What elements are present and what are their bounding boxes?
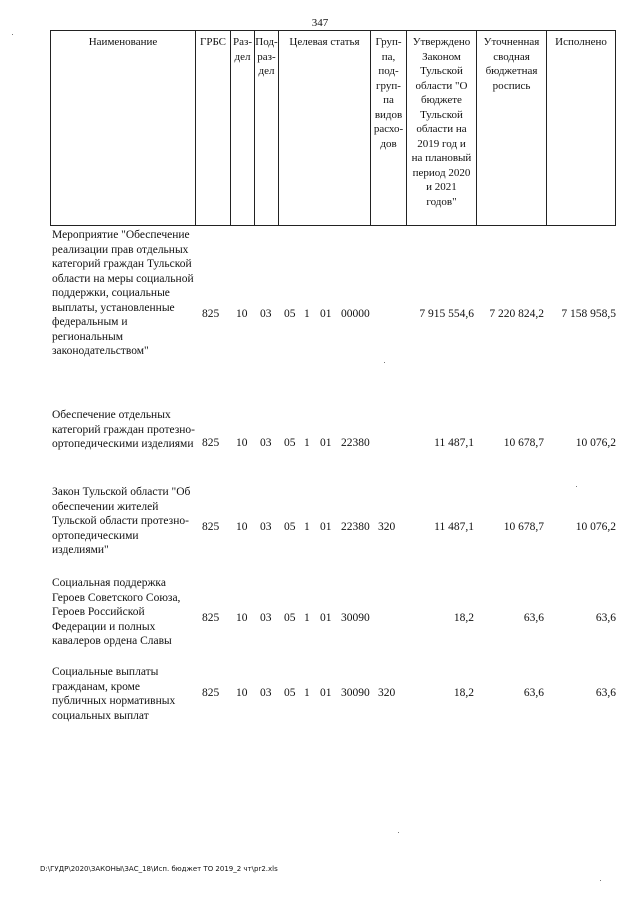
row-target-part3: 01 bbox=[320, 308, 332, 320]
row-grbs: 825 bbox=[202, 612, 220, 624]
page-number: 347 bbox=[311, 17, 329, 29]
row-name: Социальные выплаты гражданам, кроме публичных нормативных социальных выплат bbox=[52, 666, 176, 722]
row-razdel: 10 bbox=[236, 308, 248, 320]
row-target-part3: 01 bbox=[320, 687, 332, 699]
row-approved: 18,2 bbox=[453, 687, 474, 699]
row-target-part2: 1 bbox=[304, 521, 310, 533]
row-target-part1: 05 bbox=[284, 687, 296, 699]
row-target-part1: 05 bbox=[284, 521, 296, 533]
row-target-part2: 1 bbox=[304, 612, 310, 624]
header-podrazdel: Под- раз- дел bbox=[254, 31, 278, 225]
header-approved: Утверждено Законом Тульской области "О бюджете Тульской области на 2019 год и на плановый период 2020 и 2021 годов" bbox=[406, 31, 476, 225]
row-executed: 10 076,2 bbox=[575, 521, 616, 533]
row-target-part3: 01 bbox=[320, 612, 332, 624]
row-name: Социальная поддержка Героев Советского Союза, Героев Российской Федерации и полных кавалеров ордена Славы bbox=[52, 577, 181, 647]
row-approved: 11 487,1 bbox=[434, 437, 474, 449]
header-name: Наименование bbox=[50, 31, 195, 225]
row-approved: 18,2 bbox=[453, 612, 474, 624]
scan-speck bbox=[600, 880, 601, 881]
row-name: Закон Тульской области "Об обеспечении жителей Тульской области протезно-ортопедическими изделиями" bbox=[52, 486, 191, 556]
row-target-part4: 22380 bbox=[341, 521, 370, 533]
row-podrazdel: 03 bbox=[260, 521, 272, 533]
header-target-article: Целевая статья bbox=[278, 31, 370, 225]
row-target-part4: 00000 bbox=[341, 308, 370, 320]
header-refined: Уточненная сводная бюджетная роспись bbox=[476, 31, 546, 225]
row-grbs: 825 bbox=[202, 521, 220, 533]
row-target-part4: 30090 bbox=[341, 687, 370, 699]
row-group: 320 bbox=[378, 521, 396, 533]
scan-speck bbox=[576, 486, 577, 487]
table-header bbox=[50, 30, 616, 226]
scan-speck bbox=[384, 362, 385, 363]
row-executed: 7 158 958,5 bbox=[561, 308, 616, 320]
header-razdel: Раз- дел bbox=[230, 31, 254, 225]
row-refined: 10 678,7 bbox=[503, 521, 544, 533]
row-razdel: 10 bbox=[236, 612, 248, 624]
footer-file-path: D:\ГУДР\2020\ЗАКОНЫ\ЗАС_18\Исп. бюджет ТО 2019_2 чт\pr2.xls bbox=[40, 865, 278, 873]
row-target-part2: 1 bbox=[304, 437, 310, 449]
scan-speck bbox=[12, 34, 13, 35]
header-executed: Исполнено bbox=[546, 31, 616, 225]
row-podrazdel: 03 bbox=[260, 437, 272, 449]
row-target-part3: 01 bbox=[320, 437, 332, 449]
row-target-part1: 05 bbox=[284, 308, 296, 320]
row-refined: 10 678,7 bbox=[503, 437, 544, 449]
row-target-part1: 05 bbox=[284, 612, 296, 624]
row-target-part2: 1 bbox=[304, 308, 310, 320]
row-grbs: 825 bbox=[202, 308, 220, 320]
row-grbs: 825 bbox=[202, 687, 220, 699]
header-group: Груп- па, под- груп- па видов расхо- дов bbox=[370, 31, 406, 225]
header-grbs: ГРБС bbox=[195, 31, 230, 225]
scan-speck bbox=[398, 832, 399, 833]
row-name: Обеспечение отдельных категорий граждан протезно-ортопедическими изделиями bbox=[52, 409, 196, 450]
row-executed: 63,6 bbox=[595, 612, 616, 624]
row-group: 320 bbox=[378, 687, 396, 699]
row-podrazdel: 03 bbox=[260, 308, 272, 320]
row-approved: 7 915 554,6 bbox=[419, 308, 474, 320]
row-podrazdel: 03 bbox=[260, 612, 272, 624]
row-target-part4: 22380 bbox=[341, 437, 370, 449]
row-razdel: 10 bbox=[236, 687, 248, 699]
row-refined: 7 220 824,2 bbox=[489, 308, 544, 320]
row-refined: 63,6 bbox=[523, 687, 544, 699]
row-target-part4: 30090 bbox=[341, 612, 370, 624]
row-razdel: 10 bbox=[236, 521, 248, 533]
row-name: Мероприятие "Обеспечение реализации прав отдельных категорий граждан Тульской области на меры социальной поддержки, социальные выплаты, установленные федеральным и региональным законодательством" bbox=[52, 229, 194, 357]
row-target-part3: 01 bbox=[320, 521, 332, 533]
row-razdel: 10 bbox=[236, 437, 248, 449]
row-podrazdel: 03 bbox=[260, 687, 272, 699]
row-refined: 63,6 bbox=[523, 612, 544, 624]
row-grbs: 825 bbox=[202, 437, 220, 449]
row-approved: 11 487,1 bbox=[434, 521, 474, 533]
row-target-part1: 05 bbox=[284, 437, 296, 449]
row-executed: 10 076,2 bbox=[575, 437, 616, 449]
row-target-part2: 1 bbox=[304, 687, 310, 699]
row-executed: 63,6 bbox=[595, 687, 616, 699]
